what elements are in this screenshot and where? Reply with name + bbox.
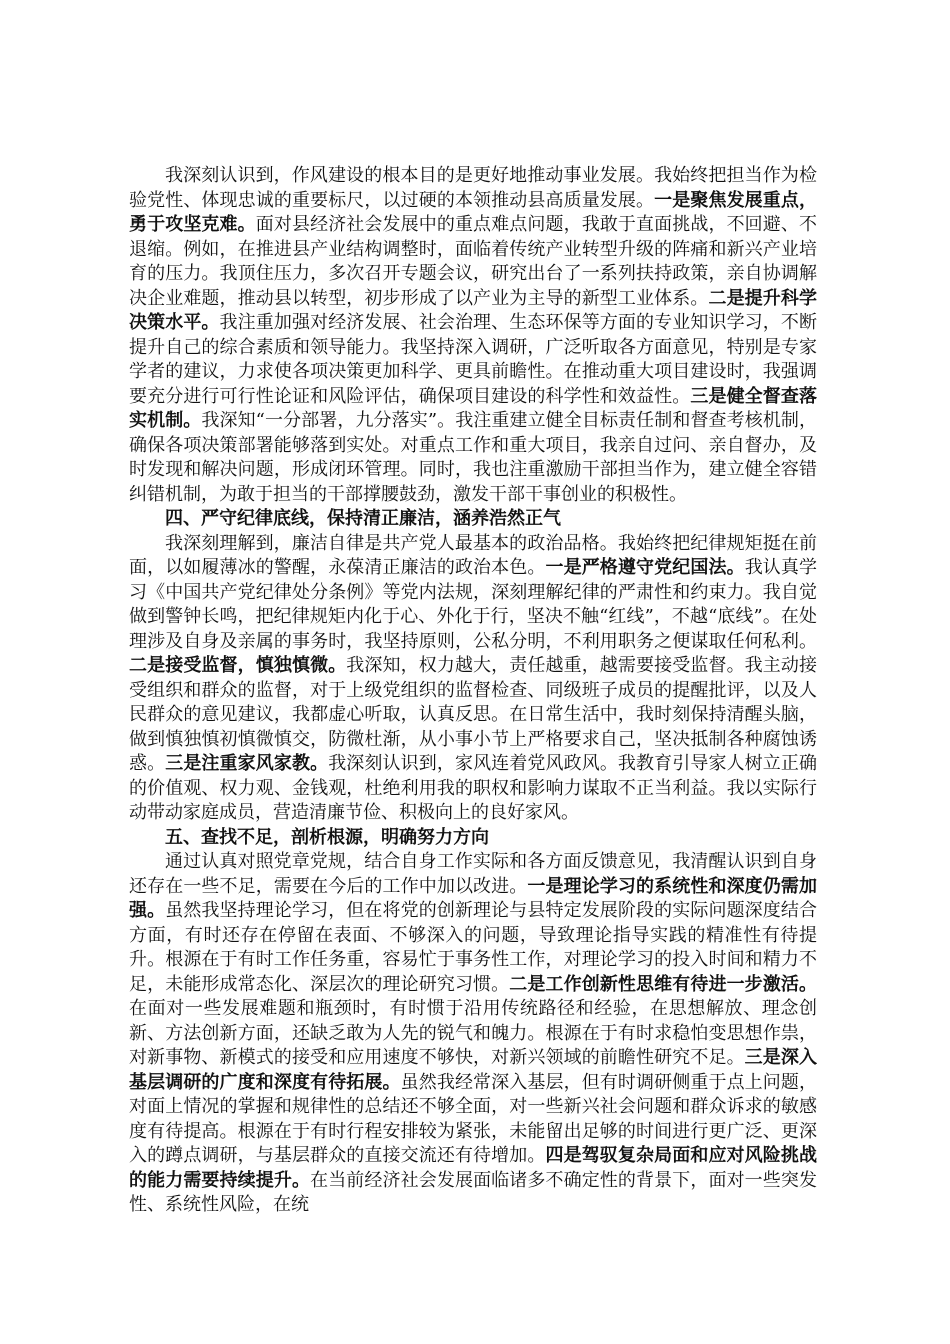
bold-run: 一是严格遵守党纪国法。: [545, 557, 745, 578]
text-run: 我深刻认识到，作风建设的根本目的是更好地推动事业发展。我始终把担当作为检验党性、体现忠诚的重要标尺，以过硬的本领推动县高质量发展。: [129, 165, 817, 211]
bold-run: 三是深入基层调研的广度和深度有待拓展。: [129, 1047, 817, 1093]
bold-run: 一是聚焦发展重点，勇于攻坚克难。: [129, 189, 818, 235]
bold-run: 三是健全督查落实机制。: [129, 385, 818, 431]
paragraph-integrity: [129, 532, 817, 826]
text-run: 在面对一些发展难题和瓶颈时，有时惯于沿用传统路径和经验，在思想解放、理念创新、方法创新方面，还缺乏敢为人先的锐气和魄力。根源在于有时求稳怕变思想作祟，对新事物、新模式的接受和应用速度不够快，对新兴领域的前瞻性研究不足。: [129, 998, 817, 1068]
text-run: 面对县经济社会发展中的重点难点问题，我敢于直面挑战，不回避、不退缩。例如，在推进县产业结构调整时，面临着传统产业转型升级的阵痛和新兴产业培育的压力。我顶住压力，多次召开专题会议，研究出台了一系列扶持政策，亲自协调解决企业难题，推动县以转型，初步形成了以产业为主导的新型工业体系。: [129, 214, 818, 309]
text-run: 虽然我经常深入基层，但有时调研侧重于点上问题，对面上情况的掌握和规律性的总结还不够全面，对一些新兴社会问题和群众诉求的敏感度有待提高。根源在于有时行程安排较为紧张，未能留出足够的时间进行更广泛、更深入的蹲点调研，与基层群众的直接交流还有待增加。: [129, 1071, 818, 1166]
text-run: 我深刻理解到，廉洁自律是共产党人最基本的政治品格。我始终把纪律规矩挺在前面，以如履薄冰的警醒，永葆清正廉洁的政治本色。: [129, 532, 817, 578]
section-heading-5: 五、查找不足，剖析根源，明确努力方向: [165, 826, 489, 848]
paragraph-accountability: [129, 164, 817, 507]
text-run: 我深刻认识到，家风连着党风政风。我教育引导家人树立正确的价值观、权力观、金钱观，杜绝利用我的职权和影响力谋取不正当利益。我以实际行动带动家庭成员，营造清廉节俭、积极向上的良好家风。: [129, 753, 818, 823]
section-heading-4: 四、严守纪律底线，保持清正廉洁，涵养浩然正气: [165, 508, 561, 529]
bold-run: 二是提升科学决策水平。: [129, 287, 818, 333]
text-run: 我注重加强对经济发展、社会治理、生态环保等方面的专业知识学习，不断提升自己的综合素质和领导能力。我坚持深入调研，广泛听取各方面意见，特别是专家学者的建议，力求使各项决策更加科学、更具前瞻性。在推动重大项目建设时，我强调要充分进行可行性论证和风险评估，确保项目建设的科学性和效益性。: [129, 312, 818, 407]
text-run: 我认真学习《中国共产党纪律处分条例》等党内法规，深刻理解纪律的严肃性和约束力。我自觉做到警钟长鸣，把纪律规矩内化于心、外化于行，坚决不触“红线”，不越“底线”。在处理涉及自身及亲属的事务时，我坚持原则，公私分明，不利用职务之便谋取任何私利。: [129, 557, 818, 652]
bold-run: 三是注重家风家教。: [165, 753, 329, 774]
bold-run: 二是接受监督，慎独慎微。: [129, 655, 347, 676]
text-run: 我深知“一分部署，九分落实”。我注重建立健全目标责任制和督查考核机制，确保各项决策部署能够落到实处。对重点工作和重大项目，我亲自过问、亲自督办，及时发现和解决问题，形成闭环管理。同时，我也注重激励干部担当作为，建立健全容错纠错机制，为敢于担当的干部撑腰鼓劲，激发干部干事创业的积极性。: [129, 410, 818, 505]
bold-run: 一是理论学习的系统性和深度仍需加强。: [129, 875, 818, 921]
text-run: 我深知，权力越大，责任越重，越需要接受监督。我主动接受组织和群众的监督，对于上级党组织的监督检查、同级班子成员的提醒批评，以及人民群众的意见建议，我都虚心听取，认真反思。在日常生活中，我时刻保持清醒头脑，做到慎独慎初慎微慎交，防微杜渐，从小事小节上严格要求自己，坚决抵制各种腐蚀诱惑。: [129, 655, 817, 774]
text-run: 在当前经济社会发展面临诸多不确定性的背景下，面对一些突发性、系统性风险，在统: [129, 1169, 818, 1215]
bold-run: 四是驾驭复杂局面和应对风险挑战的能力需要持续提升。: [129, 1145, 817, 1191]
document-page: [129, 164, 817, 1218]
bold-run: 二是工作创新性思维有待进一步激活。: [509, 973, 818, 995]
paragraph-shortcomings: [129, 850, 817, 1218]
text-run: 虽然我坚持理论学习，但在将党的创新理论与县特定发展阶段的实际问题深度结合方面，有时还存在停留在表面、不够深入的问题，导致理论指导实践的精准性有待提升。根源在于有时工作任务重，容易忙于事务性工作，对理论学习的投入时间和精力不足，未能形成常态化、深层次的理论研究习惯。: [129, 900, 817, 995]
text-run: 通过认真对照党章党规，结合自身工作实际和各方面反馈意见，我清醒认识到自身还存在一些不足，需要在今后的工作中加以改进。: [129, 851, 817, 897]
